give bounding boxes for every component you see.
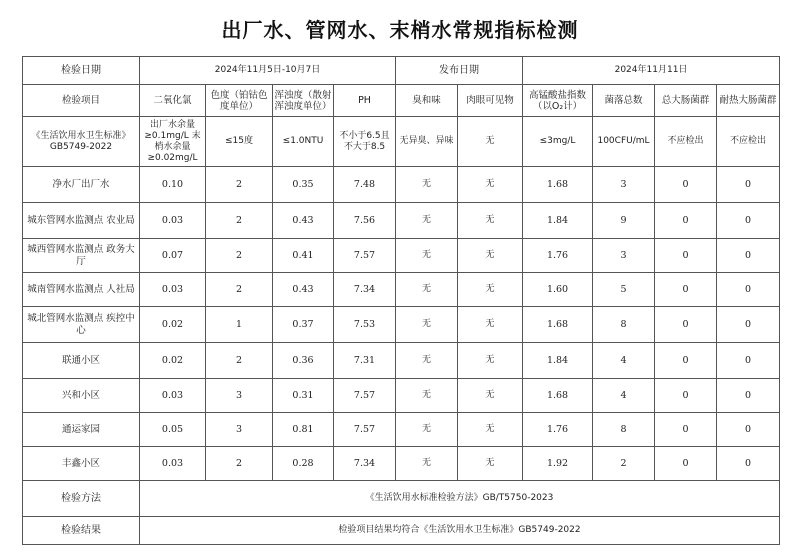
table-cell: 无: [396, 239, 458, 273]
table-cell: 0.10: [140, 167, 206, 203]
column-header: 臭和味: [396, 85, 458, 117]
table-cell: 0: [717, 343, 780, 379]
table-cell: 0.43: [273, 203, 334, 239]
info-row: [23, 57, 780, 85]
standard-value: 不应检出: [717, 117, 780, 167]
table-cell: 2: [206, 273, 273, 307]
standard-value: 无异臭、异味: [396, 117, 458, 167]
table-row: [23, 413, 780, 447]
table-cell: 无: [458, 447, 523, 481]
table-row: [23, 447, 780, 481]
table-cell: 无: [458, 379, 523, 413]
standard-value: 不应检出: [655, 117, 717, 167]
table-cell: 0: [655, 379, 717, 413]
table-cell: 1: [206, 307, 273, 343]
table-cell: 1.92: [523, 447, 593, 481]
method-value: 《生活饮用水标准检验方法》GB/T5750-2023: [140, 481, 780, 517]
table-cell: 0.81: [273, 413, 334, 447]
site-name: 城东管网水监测点 农业局: [23, 203, 140, 239]
publish-label: 发布日期: [396, 57, 523, 85]
site-name: 城西管网水监测点 政务大厅: [23, 239, 140, 273]
table-cell: 无: [396, 273, 458, 307]
table-cell: 3: [593, 239, 655, 273]
standard-value: 出厂水余量≥0.1mg/L 末梢水余量≥0.02mg/L: [140, 117, 206, 167]
table-cell: 7.48: [334, 167, 396, 203]
table-cell: 8: [593, 307, 655, 343]
column-header: 浑浊度（散射浑浊度单位）: [273, 85, 334, 117]
table-cell: 1.76: [523, 413, 593, 447]
table-cell: 0.43: [273, 273, 334, 307]
column-header: 耐热大肠菌群: [717, 85, 780, 117]
table-row: [23, 343, 780, 379]
table-cell: 0: [655, 447, 717, 481]
table-cell: 0: [717, 273, 780, 307]
table-cell: 无: [458, 203, 523, 239]
water-quality-table: [22, 56, 780, 545]
date-value: 2024年11月5日-10月7日: [140, 57, 396, 85]
table-cell: 0: [655, 343, 717, 379]
table-cell: 无: [396, 379, 458, 413]
table-cell: 0: [655, 203, 717, 239]
table-cell: 无: [458, 307, 523, 343]
table-cell: 0.41: [273, 239, 334, 273]
table-cell: 无: [396, 447, 458, 481]
column-header: 总大肠菌群: [655, 85, 717, 117]
table-cell: 无: [396, 343, 458, 379]
table-row: [23, 379, 780, 413]
table-cell: 0: [655, 167, 717, 203]
table-cell: 7.57: [334, 413, 396, 447]
method-label: 检验方法: [23, 481, 140, 517]
standard-row: [23, 117, 780, 167]
table-cell: 2: [206, 203, 273, 239]
table-cell: 无: [396, 203, 458, 239]
table-row: [23, 307, 780, 343]
table-cell: 0.03: [140, 203, 206, 239]
table-cell: 3: [593, 167, 655, 203]
table-cell: 2: [206, 239, 273, 273]
table-cell: 0.03: [140, 447, 206, 481]
table-cell: 0: [717, 413, 780, 447]
table-row: [23, 239, 780, 273]
site-name: 城北管网水监测点 疾控中心: [23, 307, 140, 343]
table-cell: 0.07: [140, 239, 206, 273]
table-cell: 1.76: [523, 239, 593, 273]
table-cell: 0: [717, 307, 780, 343]
table-cell: 1.60: [523, 273, 593, 307]
table-cell: 0: [717, 239, 780, 273]
standard-value: ≤15度: [206, 117, 273, 167]
column-header: 高锰酸盐指数（以O₂计）: [523, 85, 593, 117]
table-cell: 7.56: [334, 203, 396, 239]
table-cell: 0: [717, 167, 780, 203]
site-name: 城南管网水监测点 人社局: [23, 273, 140, 307]
table-cell: 4: [593, 343, 655, 379]
table-cell: 0.02: [140, 343, 206, 379]
table-cell: 0.35: [273, 167, 334, 203]
table-cell: 无: [396, 167, 458, 203]
result-value: 检验项目结果均符合《生活饮用水卫生标准》GB5749-2022: [140, 517, 780, 545]
table-cell: 0.02: [140, 307, 206, 343]
table-cell: 1.84: [523, 203, 593, 239]
site-name: 通运家园: [23, 413, 140, 447]
table-cell: 2: [593, 447, 655, 481]
table-cell: 0.36: [273, 343, 334, 379]
table-cell: 0.31: [273, 379, 334, 413]
table-cell: 无: [458, 343, 523, 379]
table-row: [23, 167, 780, 203]
item-label: 检验项目: [23, 85, 140, 117]
table-cell: 无: [396, 307, 458, 343]
table-cell: 9: [593, 203, 655, 239]
table-row: [23, 203, 780, 239]
table-cell: 0.03: [140, 273, 206, 307]
standard-value: ≤1.0NTU: [273, 117, 334, 167]
table-cell: 7.53: [334, 307, 396, 343]
table-cell: 0: [717, 447, 780, 481]
column-header: 肉眼可见物: [458, 85, 523, 117]
table-cell: 无: [458, 413, 523, 447]
standard-label: 《生活饮用水卫生标准》GB5749-2022: [23, 117, 140, 167]
table-cell: 0: [717, 379, 780, 413]
method-row: [23, 481, 780, 517]
table-cell: 无: [458, 273, 523, 307]
table-cell: 无: [396, 413, 458, 447]
site-name: 净水厂出厂水: [23, 167, 140, 203]
date-label: 检验日期: [23, 57, 140, 85]
table-cell: 2: [206, 167, 273, 203]
column-header: 二氧化氯: [140, 85, 206, 117]
table-cell: 0.28: [273, 447, 334, 481]
column-header: 色度（铂钴色度单位）: [206, 85, 273, 117]
table-cell: 0: [655, 239, 717, 273]
table-cell: 1.68: [523, 379, 593, 413]
site-name: 兴和小区: [23, 379, 140, 413]
site-name: 联通小区: [23, 343, 140, 379]
table-cell: 0.05: [140, 413, 206, 447]
table-cell: 7.34: [334, 273, 396, 307]
table-cell: 3: [206, 413, 273, 447]
table-cell: 0: [655, 307, 717, 343]
page-title: 出厂水、管网水、末梢水常规指标检测: [221, 18, 579, 42]
table-cell: 0: [655, 273, 717, 307]
table-cell: 4: [593, 379, 655, 413]
table-cell: 0: [717, 203, 780, 239]
table-cell: 1.68: [523, 167, 593, 203]
table-row: [23, 273, 780, 307]
table-cell: 3: [206, 379, 273, 413]
table-cell: 8: [593, 413, 655, 447]
site-name: 丰鑫小区: [23, 447, 140, 481]
publish-value: 2024年11月11日: [523, 57, 780, 85]
table-cell: 1.68: [523, 307, 593, 343]
column-header: PH: [334, 85, 396, 117]
table-cell: 5: [593, 273, 655, 307]
table-cell: 无: [458, 167, 523, 203]
column-header: 菌落总数: [593, 85, 655, 117]
result-label: 检验结果: [23, 517, 140, 545]
table-cell: 7.34: [334, 447, 396, 481]
table-cell: 0.03: [140, 379, 206, 413]
header-row: [23, 85, 780, 117]
table-cell: 0.37: [273, 307, 334, 343]
standard-value: 100CFU/mL: [593, 117, 655, 167]
table-cell: 2: [206, 343, 273, 379]
standard-value: ≤3mg/L: [523, 117, 593, 167]
table-cell: 7.57: [334, 379, 396, 413]
standard-value: 不小于6.5且不大于8.5: [334, 117, 396, 167]
result-row: [23, 517, 780, 545]
table-cell: 1.84: [523, 343, 593, 379]
table-cell: 7.31: [334, 343, 396, 379]
table-cell: 无: [458, 239, 523, 273]
table-cell: 7.57: [334, 239, 396, 273]
standard-value: 无: [458, 117, 523, 167]
table-cell: 0: [655, 413, 717, 447]
table-cell: 2: [206, 447, 273, 481]
